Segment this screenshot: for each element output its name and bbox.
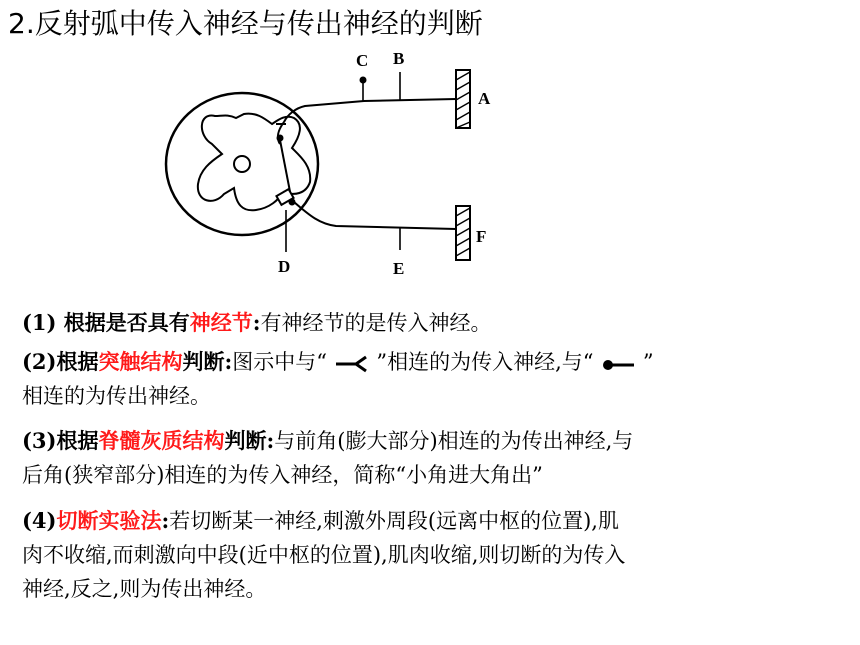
para-2-body-a: 图示中与“: [232, 350, 327, 374]
afferent-fibre: [284, 99, 456, 122]
para-1-number: (1): [22, 310, 64, 335]
label-e: E: [393, 259, 405, 278]
para-1-lead: 根据是否具有: [63, 310, 190, 335]
efferent-fibre: [294, 202, 456, 229]
paragraph-1: [22, 306, 850, 340]
paragraph-3: [22, 424, 850, 492]
effector-f: [456, 206, 470, 260]
para-3-line-1: 与前角(膨大部分)相连的为传出神经,与: [274, 429, 634, 453]
para-4-keyword: 切断实验法: [56, 508, 162, 533]
paragraph-4: [22, 504, 850, 606]
para-3-number: (3): [22, 428, 57, 453]
label-d: D: [278, 257, 291, 276]
para-4-line-1: 若切断某一神经,刺激外周段(远离中枢的位置),肌: [169, 509, 619, 533]
para-3-lead2: 判断: [224, 428, 267, 453]
para-3-line-2: 后角(狭窄部分)相连的为传入神经，简称“小角进大角出”: [22, 463, 543, 487]
reflex-arc-diagram: [160, 44, 520, 284]
para-1-keyword: 神经节: [189, 310, 253, 335]
para-2-colon: :: [224, 349, 233, 374]
para-3-keyword: 脊髓灰质结构: [98, 428, 225, 453]
para-4-colon: :: [161, 508, 170, 533]
paragraph-2: [22, 345, 850, 413]
para-2-number: (2): [22, 349, 57, 374]
para-1-colon: :: [252, 310, 261, 335]
para-4-line-2: 肉不收缩,而刺激向中段(近中枢的位置),肌肉收缩,则切断的为传入: [22, 543, 626, 567]
para-2-body-b: ”相连的为传入神经,与“: [376, 350, 594, 374]
para-2-keyword: 突触结构: [98, 349, 183, 374]
cell-body-synapse-icon: [600, 354, 636, 374]
para-4-number: (4): [22, 508, 57, 533]
label-a: A: [478, 89, 491, 108]
ganglion-c: [360, 77, 367, 84]
label-f: F: [476, 227, 487, 246]
para-2-lead2: 判断: [182, 349, 225, 374]
page-title: 2.反射弧中传入神经与传出神经的判断: [8, 7, 483, 40]
para-1-body: 有神经节的是传入神经。: [260, 311, 492, 335]
dendrite-synapse-icon: [334, 354, 370, 374]
label-c: C: [356, 51, 369, 70]
para-4-line-3: 神经,反之,则为传出神经。: [22, 577, 267, 601]
para-3-colon: :: [266, 428, 275, 453]
central-canal: [234, 156, 250, 172]
para-2-body-c: ”: [642, 350, 654, 374]
para-3-lead: 根据: [56, 428, 99, 453]
label-b: B: [393, 49, 405, 68]
para-2-lead: 根据: [56, 349, 99, 374]
receptor-a: [456, 70, 470, 128]
para-2-line-2: 相连的为传出神经。: [22, 384, 211, 408]
